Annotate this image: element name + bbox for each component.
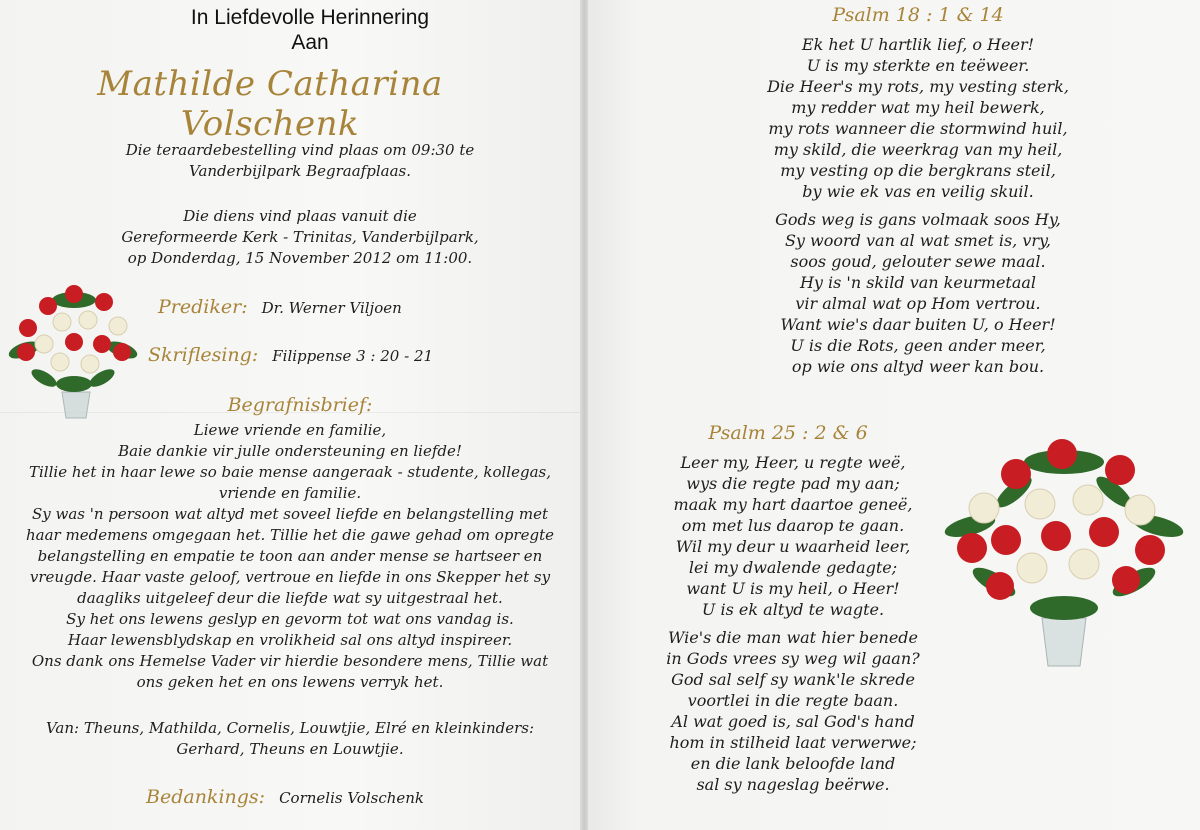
psalm-line: maak my hart daartoe geneë, <box>673 495 913 514</box>
psalm-line: my redder wat my heil bewerk, <box>791 98 1045 117</box>
funeral-letter <box>10 420 570 693</box>
psalm18-title: Psalm 18 : 1 & 14 <box>832 4 1004 26</box>
psalm-line: lei my dwalende gedagte; <box>688 558 898 577</box>
psalm-line: voortlei in die regte baan. <box>687 691 899 710</box>
psalm-line: soos goud, gelouter sewe maal. <box>790 252 1046 271</box>
psalm25-title: Psalm 25 : 2 & 6 <box>708 422 868 444</box>
letter-line: Baie dankie vir julle ondersteuning en liefde! <box>118 442 462 460</box>
psalm-line: Wie's die man wat hier benede <box>667 628 919 647</box>
family-line: Van: Theuns, Mathilda, Cornelis, Louwtjie, Elré en kleinkinders: <box>45 719 535 737</box>
psalm-line: Leer my, Heer, u regte weë, <box>680 453 906 472</box>
letter-line: Liewe vriende en familie, <box>193 421 387 439</box>
psalm-line: U is ek altyd te wagte. <box>701 600 885 619</box>
funeral-info <box>80 140 520 182</box>
psalm-line: vir almal wat op Hom vertrou. <box>795 294 1041 313</box>
psalm-line: wys die regte pad my aan; <box>686 474 900 493</box>
psalm-line: sal sy nageslag beërwe. <box>696 775 890 794</box>
letter-line: Haar lewensblydskap en vrolikheid sal ons altyd inspireer. <box>67 631 513 649</box>
thanks-name: Cornelis Volschenk <box>279 789 425 807</box>
psalm-line: U is my sterkte en teëweer. <box>806 56 1030 75</box>
preacher-name: Dr. Werner Viljoen <box>261 299 402 317</box>
family-line: Gerhard, Theuns en Louwtjie. <box>176 740 404 758</box>
psalm-line: my rots wanneer die stormwind huil, <box>768 119 1068 138</box>
rose-bouquet-icon <box>4 280 142 422</box>
psalm-line: Al wat goed is, sal God's hand <box>671 712 915 731</box>
psalm-line: my vesting op die bergkrans steil, <box>780 161 1056 180</box>
psalm-line: om met lus daarop te gaan. <box>681 516 905 535</box>
psalm18-text <box>738 34 1098 377</box>
psalm-line: Hy is 'n skild van keurmetaal <box>799 273 1037 292</box>
psalm-line: Ek het U hartlik lief, o Heer! <box>801 35 1035 54</box>
letter-line: belangstelling en empatie te toon aan ander mense se hartseer en <box>37 547 543 565</box>
psalm-line: Want wie's daar buiten U, o Heer! <box>780 315 1056 334</box>
letter-line: haar medemens omgegaan het. Tillie het die gawe gehad om opregte <box>26 526 554 544</box>
service-line: Gereformeerde Kerk - Trinitas, Vanderbijlpark, <box>121 228 479 246</box>
service-info <box>80 206 520 269</box>
letter-line: Sy het ons lewens geslyp en gevorm tot wat ons vandag is. <box>66 610 514 628</box>
memorial-heading: In Liefdevolle Herinnering <box>190 6 430 29</box>
thanks-label: Bedankings: <box>146 786 266 808</box>
psalm-line: op wie ons altyd weer kan bou. <box>791 357 1045 376</box>
thanks-row <box>146 786 424 808</box>
service-line: op Donderdag, 15 November 2012 om 11:00. <box>127 249 473 267</box>
psalm-line: God sal self sy wank'le skrede <box>671 670 915 689</box>
letter-line: vriende en familie. <box>218 484 362 502</box>
rose-bouquet-icon <box>944 432 1184 672</box>
service-line: Die diens vind plaas vanuit die <box>183 207 417 225</box>
psalm-line: want U is my heil, o Heer! <box>686 579 900 598</box>
psalm-line: in Gods vrees sy weg wil gaan? <box>666 649 920 668</box>
letter-line: Tillie het in haar lewe so baie mense aangeraak - studente, kollegas, <box>29 463 551 481</box>
family-signature <box>10 718 570 760</box>
right-panel <box>588 0 1200 830</box>
psalm-line: by wie ek vas en veilig skuil. <box>802 182 1034 201</box>
psalm-line: Sy woord van al wat smet is, vry, <box>784 231 1052 250</box>
letter-line: Sy was 'n persoon wat altyd met soveel liefde en belangstelling met <box>32 505 548 523</box>
preacher-label: Prediker: <box>158 296 248 318</box>
funeral-line: Vanderbijlpark Begraafplaas. <box>189 162 411 180</box>
psalm25-text <box>628 452 958 795</box>
psalm-line: Gods weg is gans volmaak soos Hy, <box>775 210 1061 229</box>
funeral-line: Die teraardebestelling vind plaas om 09:30 te <box>125 141 475 159</box>
psalm-line: hom in stilheid laat verwerwe; <box>669 733 917 752</box>
psalm-line: my skild, die weerkrag van my heil, <box>773 140 1063 159</box>
psalm-line: en die lank beloofde land <box>690 754 896 773</box>
psalm-line: U is die Rots, geen ander meer, <box>790 336 1046 355</box>
letter-heading: Begrafnisbrief: <box>227 394 373 416</box>
preacher-row <box>158 296 402 318</box>
left-panel <box>0 0 582 830</box>
reading-label: Skriflesing: <box>148 344 259 366</box>
deceased-name: Mathilde Catharina Volschenk <box>97 64 443 144</box>
reading-reference: Filippense 3 : 20 - 21 <box>272 347 434 365</box>
reading-row <box>148 344 433 366</box>
letter-line: daagliks uitgeleef deur die liefde wat sy uitgestraal het. <box>77 589 503 607</box>
letter-line: ons geken het en ons lewens verryk het. <box>136 673 444 691</box>
psalm-line: Die Heer's my rots, my vesting sterk, <box>767 77 1069 96</box>
letter-line: Ons dank ons Hemelse Vader vir hierdie besondere mens, Tillie wat <box>31 652 549 670</box>
letter-line: vreugde. Haar vaste geloof, vertroue en liefde in ons Skepper het sy <box>29 568 551 586</box>
psalm-line: Wil my deur u waarheid leer, <box>675 537 911 556</box>
memorial-subheading: Aan <box>291 31 329 54</box>
